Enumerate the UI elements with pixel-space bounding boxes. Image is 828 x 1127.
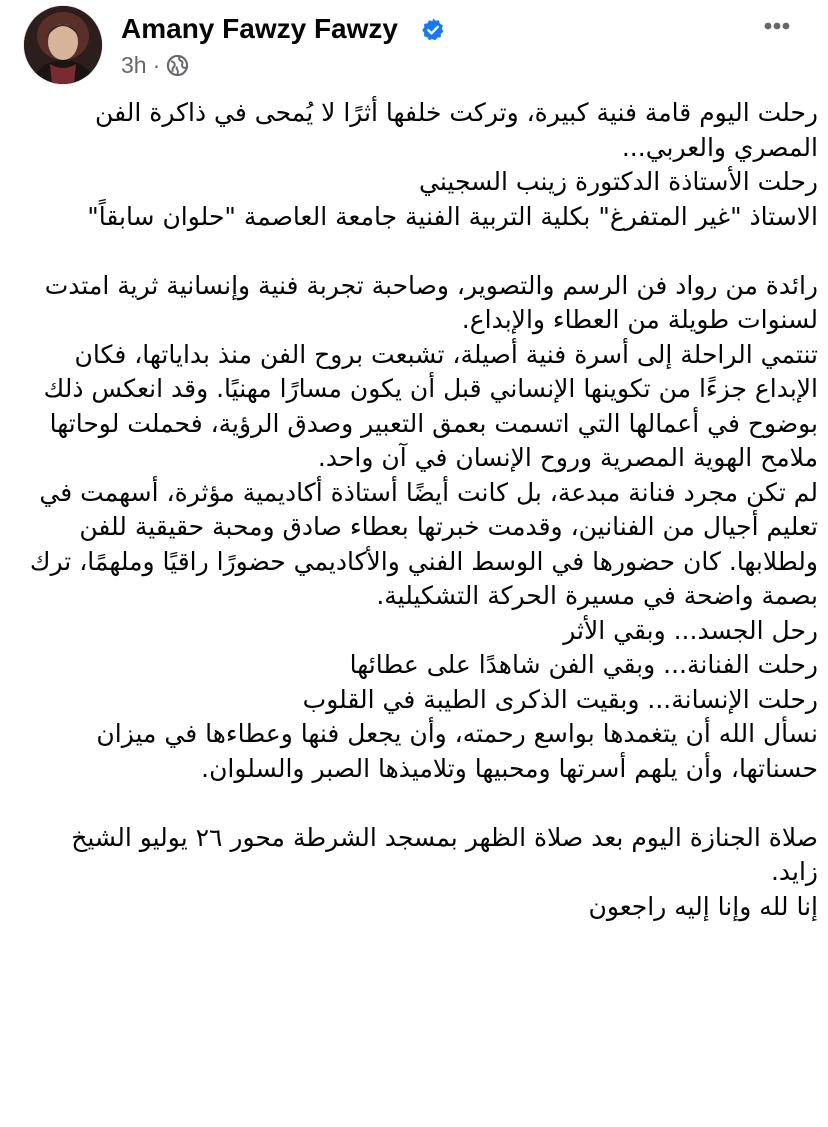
more-options-icon — [752, 6, 802, 46]
post-paragraph: رائدة من رواد فن الرسم والتصوير، وصاحبة تجربة فنية وإنسانية ثرية امتدت لسنوات طويلة من العطاء والإبداع. — [36, 270, 818, 334]
post-paragraph: رحلت الإنسانة... وبقيت الذكرى الطيبة في القلوب — [302, 684, 818, 714]
blank-line — [18, 786, 818, 821]
avatar[interactable] — [24, 6, 102, 84]
avatar-image — [24, 6, 102, 84]
post-body — [18, 96, 818, 924]
post-paragraph: تنتمي الراحلة إلى أسرة فنية أصيلة، تشبعت بروح الفن منذ بداياتها، فكان الإبداع جزءًا من تكوينها الإنساني قبل أن يكون مسارًا مهنيًا. وقد انعكس ذلك بوضوح في أعمالها التي اتسمت بعمق التعبير وصدق الرؤية، فحملت لوحاتها ملامح الهوية المصرية وروح الإنسان في آن واحد. — [35, 339, 818, 472]
blank-line — [18, 234, 818, 269]
post-header — [0, 0, 828, 90]
post-paragraph: صلاة الجنازة اليوم بعد صلاة الظهر بمسجد الشرطة محور ٢٦ يوليو الشيخ زايد. — [63, 822, 818, 886]
post-paragraph: رحلت اليوم قامة فنية كبيرة، وتركت خلفها أثرًا لا يُمحى في ذاكرة الفن المصري والعربي... — [87, 98, 818, 162]
post-paragraph: رحلت الفنانة... وبقي الفن شاهدًا على عطائها — [349, 650, 818, 679]
post-paragraph: الاستاذ "غير المتفرغ" بكلية التربية الفنية جامعة العاصمة "حلوان سابقاً" — [87, 201, 818, 231]
post-timestamp[interactable]: 3h — [121, 51, 147, 78]
more-options-button[interactable] — [752, 6, 802, 46]
verified-badge-icon — [420, 17, 446, 43]
post-paragraph: رحلت الأستاذة الدكتورة زينب السجيني — [419, 167, 818, 196]
post-paragraph: نسأل الله أن يتغمدها بواسع رحمته، وأن يجعل فنها وعطاءها في ميزان حسناتها، وأن يلهم أسرتها ومحبيها وتلاميذها الصبر والسلوان. — [88, 719, 818, 783]
globe-icon[interactable] — [166, 54, 189, 77]
post-paragraph: لم تكن مجرد فنانة مبدعة، بل كانت أيضًا أستاذة أكاديمية مؤثرة، أسهمت في تعليم أجيال من الفنانين، وقدمت خبرتها بعطاء صادق ومحبة حقيقية للفن ولطلابها. كان حضورها في الوسط الفني والأكاديمي حضورًا راقيًا وملهمًا، ترك بصمة واضحة في مسيرة الحركة التشكيلية. — [21, 477, 818, 610]
post-paragraph: إنا لله وإنا إليه راجعون — [588, 891, 818, 921]
post-paragraph: رحل الجسد... وبقي الأثر — [563, 615, 818, 645]
meta-separator: · — [152, 51, 161, 78]
author-name[interactable]: Amany Fawzy Fawzy — [121, 13, 398, 44]
post-meta — [121, 50, 189, 80]
